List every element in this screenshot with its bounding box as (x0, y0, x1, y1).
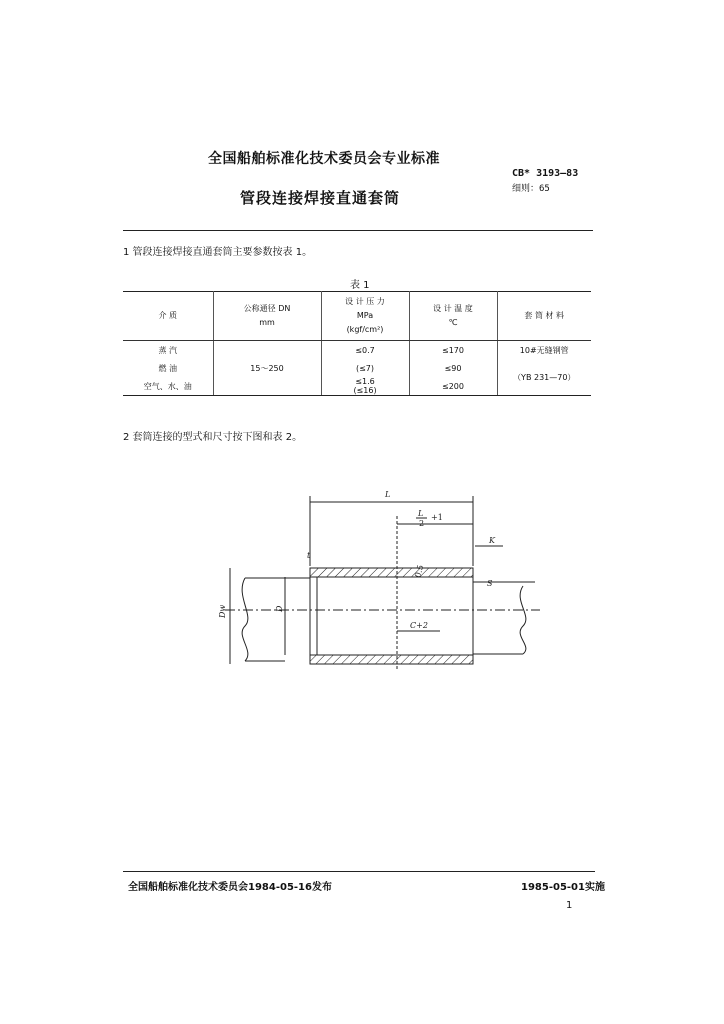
footer-rule (123, 871, 595, 872)
page-number: 1 (566, 900, 573, 911)
parameter-table (123, 291, 591, 396)
cell-temp: ≤170 (409, 341, 497, 360)
effective-date: 1985-05-01实施 (521, 882, 605, 893)
cell-pressure: ≤1.6 (≤16) (321, 377, 409, 396)
label-K: K (489, 536, 495, 545)
pipe-break-left (242, 578, 248, 661)
issue-date: 全国船舶标准化技术委员会1984-05-16发布 (128, 882, 332, 893)
table-header-row (123, 292, 591, 341)
label-L: L (385, 490, 391, 499)
org-title: 全国船舶标准化技术委员会专业标准 (208, 151, 440, 167)
label-Dw: Dw (218, 604, 227, 618)
cell-dn: 15～250 (213, 341, 321, 396)
label-half: 2 (419, 519, 425, 528)
pipe-break-right (520, 586, 526, 654)
col-medium: 介 质 (123, 292, 213, 341)
cell-temp: ≤200 (409, 377, 497, 396)
cell-medium: 燃 油 (158, 363, 178, 373)
table-caption: 表 1 (350, 280, 370, 291)
category-code: 细则：65 (512, 184, 550, 194)
cell-pressure: (≤7) (321, 359, 409, 377)
label-D: D (275, 605, 284, 612)
cell-pressure: ≤0.7 (321, 341, 409, 360)
cell-medium: 空气、水、油 (123, 377, 213, 396)
label-plus1: +1 (431, 513, 443, 522)
sleeve-drawing (205, 486, 545, 671)
standard-code: CB* 3193—83 (512, 168, 579, 179)
sleeve-wall-bottom (310, 655, 473, 664)
cell-material-2: （YB 231—70） (497, 359, 591, 396)
label-C2: C+2 (410, 621, 428, 630)
col-material: 套 筒 材 料 (497, 292, 591, 341)
table-row (123, 341, 591, 360)
cell-material-1: 10#无缝钢管 (497, 341, 591, 360)
col-dn: 公称通径 DN mm (213, 292, 321, 341)
pipe-lines (245, 578, 535, 661)
section-1-text: 1 管段连接焊接直通套筒主要参数按表 1。 (123, 247, 313, 258)
cell-medium: 蒸 汽 (158, 345, 178, 355)
header-rule (123, 230, 593, 231)
label-L-half: L (418, 509, 424, 518)
label-t: t (307, 551, 311, 560)
sleeve-wall-top (310, 568, 473, 577)
label-S: S (487, 579, 493, 588)
document-title: 管段连接焊接直通套筒 (240, 189, 401, 207)
section-2-text: 2 套筒连接的型式和尺寸按下图和表 2。 (123, 432, 303, 443)
table-row (123, 359, 591, 377)
col-pressure: 设 计 压 力 MPa (kgf/cm²) (321, 292, 409, 341)
col-temp: 设 计 温 度 ℃ (409, 292, 497, 341)
cell-temp: ≤90 (409, 359, 497, 377)
